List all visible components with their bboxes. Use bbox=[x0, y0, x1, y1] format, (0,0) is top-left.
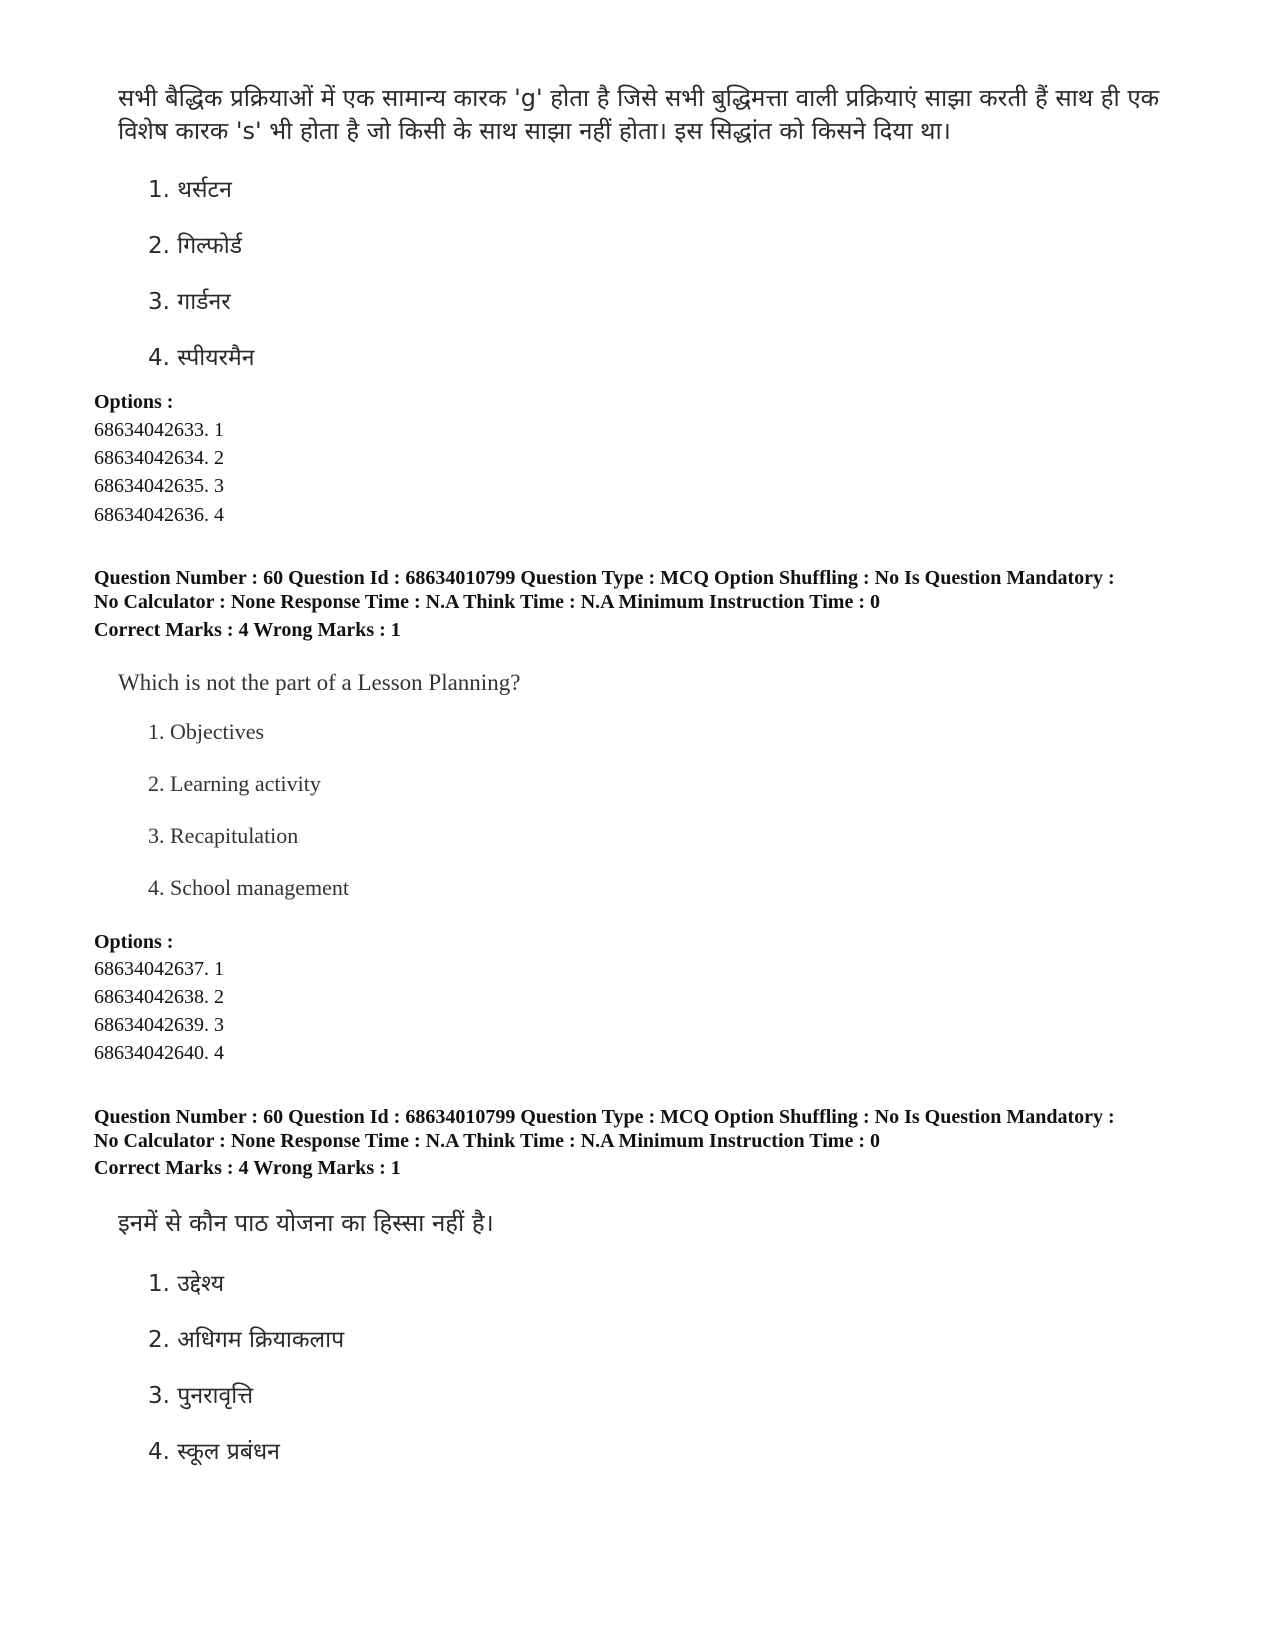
option-id-line: 68634042633. 1 bbox=[94, 419, 224, 441]
option-id-line: 68634042635. 3 bbox=[94, 475, 224, 497]
answer-choice: 3. पुनरावृत्ति bbox=[148, 1383, 254, 1409]
question-meta-line: Question Number : 60 Question Id : 68634010799 Question Type : MCQ Option Shuffling : No Is Question Mandatory : bbox=[94, 567, 1115, 589]
answer-choice: 4. School management bbox=[148, 875, 350, 900]
question-text bbox=[118, 82, 1178, 148]
marks-line: Correct Marks : 4 Wrong Marks : 1 bbox=[94, 1157, 401, 1179]
question-text: इनमें से कौन पाठ योजना का हिस्सा नहीं है। bbox=[118, 1209, 494, 1237]
answer-choice: 1. उद्देश्य bbox=[148, 1271, 225, 1297]
answer-choice: 3. Recapitulation bbox=[148, 823, 299, 848]
answer-choice: 2. अधिगम क्रियाकलाप bbox=[148, 1327, 345, 1353]
option-id-line: 68634042639. 3 bbox=[94, 1014, 224, 1036]
question-text: Which is not the part of a Lesson Planning? bbox=[118, 670, 521, 695]
answer-choice: 4. स्कूल प्रबंधन bbox=[148, 1439, 280, 1465]
answer-choice: 1. थर्सटन bbox=[148, 177, 232, 203]
question-text-line: सभी बैद्धिक प्रक्रियाओं में एक सामान्य कारक 'g' होता है जिसे सभी बुद्धिमत्ता वाली प्रक्रियाएं साझा करती हैं साथ ही एक bbox=[118, 84, 1160, 112]
question-meta-line: Question Number : 60 Question Id : 68634010799 Question Type : MCQ Option Shuffling : No Is Question Mandatory : bbox=[94, 1106, 1115, 1128]
question-meta bbox=[94, 1105, 1194, 1153]
marks-line: Correct Marks : 4 Wrong Marks : 1 bbox=[94, 619, 401, 641]
answer-choice: 2. Learning activity bbox=[148, 771, 321, 796]
options-label: Options : bbox=[94, 391, 174, 413]
answer-choice: 1. Objectives bbox=[148, 719, 265, 744]
option-id-line: 68634042636. 4 bbox=[94, 504, 224, 526]
option-id-line: 68634042637. 1 bbox=[94, 958, 224, 980]
question-meta bbox=[94, 566, 1194, 614]
question-text-line: विशेष कारक 's' भी होता है जो किसी के साथ साझा नहीं होता। इस सिद्धांत को किसने दिया था। bbox=[118, 117, 951, 145]
question-meta-line: No Calculator : None Response Time : N.A Think Time : N.A Minimum Instruction Time : 0 bbox=[94, 591, 880, 613]
option-id-line: 68634042640. 4 bbox=[94, 1042, 224, 1064]
question-meta-line: No Calculator : None Response Time : N.A Think Time : N.A Minimum Instruction Time : 0 bbox=[94, 1130, 880, 1152]
answer-choice: 3. गार्डनर bbox=[148, 289, 231, 315]
option-id-line: 68634042634. 2 bbox=[94, 447, 224, 469]
answer-choice: 4. स्पीयरमैन bbox=[148, 345, 255, 371]
answer-choice: 2. गिल्फोर्ड bbox=[148, 233, 243, 259]
options-label: Options : bbox=[94, 931, 174, 953]
option-id-line: 68634042638. 2 bbox=[94, 986, 224, 1008]
